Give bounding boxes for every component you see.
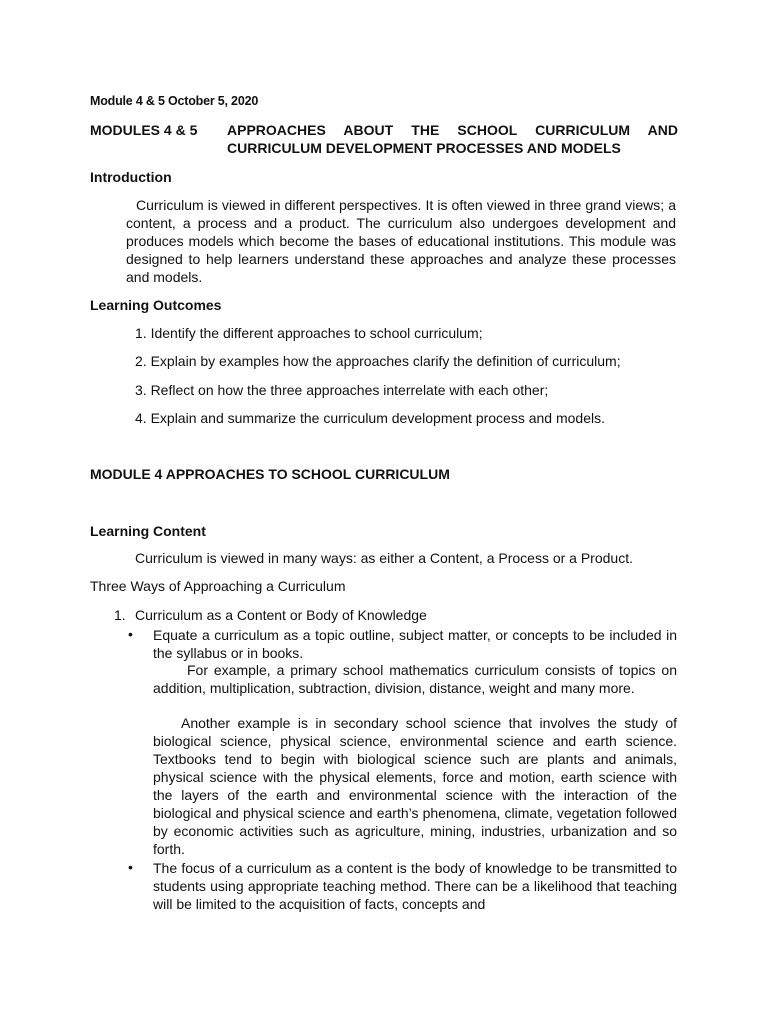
outcome-item-1: 1. Identify the different approaches to school curriculum; xyxy=(135,325,483,341)
date-line: Module 4 & 5 October 5, 2020 xyxy=(90,94,259,108)
bullet-1-dot: • xyxy=(128,626,133,642)
learning-content-lead: Curriculum is viewed in many ways: as either a Content, a Process or a Product. xyxy=(135,550,633,566)
list-item-1-title: Curriculum as a Content or Body of Knowledge xyxy=(135,607,427,623)
outcome-item-3: 3. Reflect on how the three approaches interrelate with each other; xyxy=(135,382,549,398)
outcome-item-2: 2. Explain by examples how the approaches clarify the definition of curriculum; xyxy=(135,353,621,369)
bullet-2-dot: • xyxy=(128,859,133,875)
bullet-2-text: The focus of a curriculum as a content is the body of knowledge to be transmitted to students using appropriate teaching method. There can be a likelihood that teaching will be limited to the acquisition of facts, concepts and xyxy=(153,860,677,912)
introduction-heading: Introduction xyxy=(90,169,172,185)
modules-title-line2: CURRICULUM DEVELOPMENT PROCESSES AND MODELS xyxy=(227,140,621,156)
example-2-text: Another example is in secondary school science that involves the study of biological science, physical science, environmental science and earth science. Textbooks tend to begin with biological science such are plants and animals, physical science with the physical elements, force and motion, earth science with the layers of the earth and environmental science with the interaction of the biological and physical science and earth’s phenomena, climate, vegetation followed by economic activities such as agriculture, mining, industries, urbanization and so forth. xyxy=(153,715,677,857)
learning-content-heading: Learning Content xyxy=(90,523,206,539)
three-ways-line: Three Ways of Approaching a Curriculum xyxy=(90,578,346,594)
introduction-body: Curriculum is viewed in different perspectives. It is often viewed in three grand views; a content, a process and a product. The curriculum also undergoes development and produces models which become the bases of educational institutions. This module was designed to help learners understand these approaches and analyze these processes and models. xyxy=(126,197,676,285)
example-1-text: For example, a primary school mathematics curriculum consists of topics on addition, multiplication, subtraction, division, distance, weight and many more. xyxy=(153,662,677,696)
module4-heading: MODULE 4 APPROACHES TO SCHOOL CURRICULUM xyxy=(90,466,450,482)
bullet-1-text: Equate a curriculum as a topic outline, subject matter, or concepts to be included in the syllabus or in books. xyxy=(153,627,677,661)
modules-label: MODULES 4 & 5 xyxy=(90,122,198,138)
outcome-item-4: 4. Explain and summarize the curriculum development process and models. xyxy=(135,410,606,426)
learning-outcomes-heading: Learning Outcomes xyxy=(90,297,222,313)
modules-title-line1: APPROACHES ABOUT THE SCHOOL CURRICULUM AND xyxy=(227,122,678,138)
list-number-1: 1. xyxy=(114,607,126,623)
